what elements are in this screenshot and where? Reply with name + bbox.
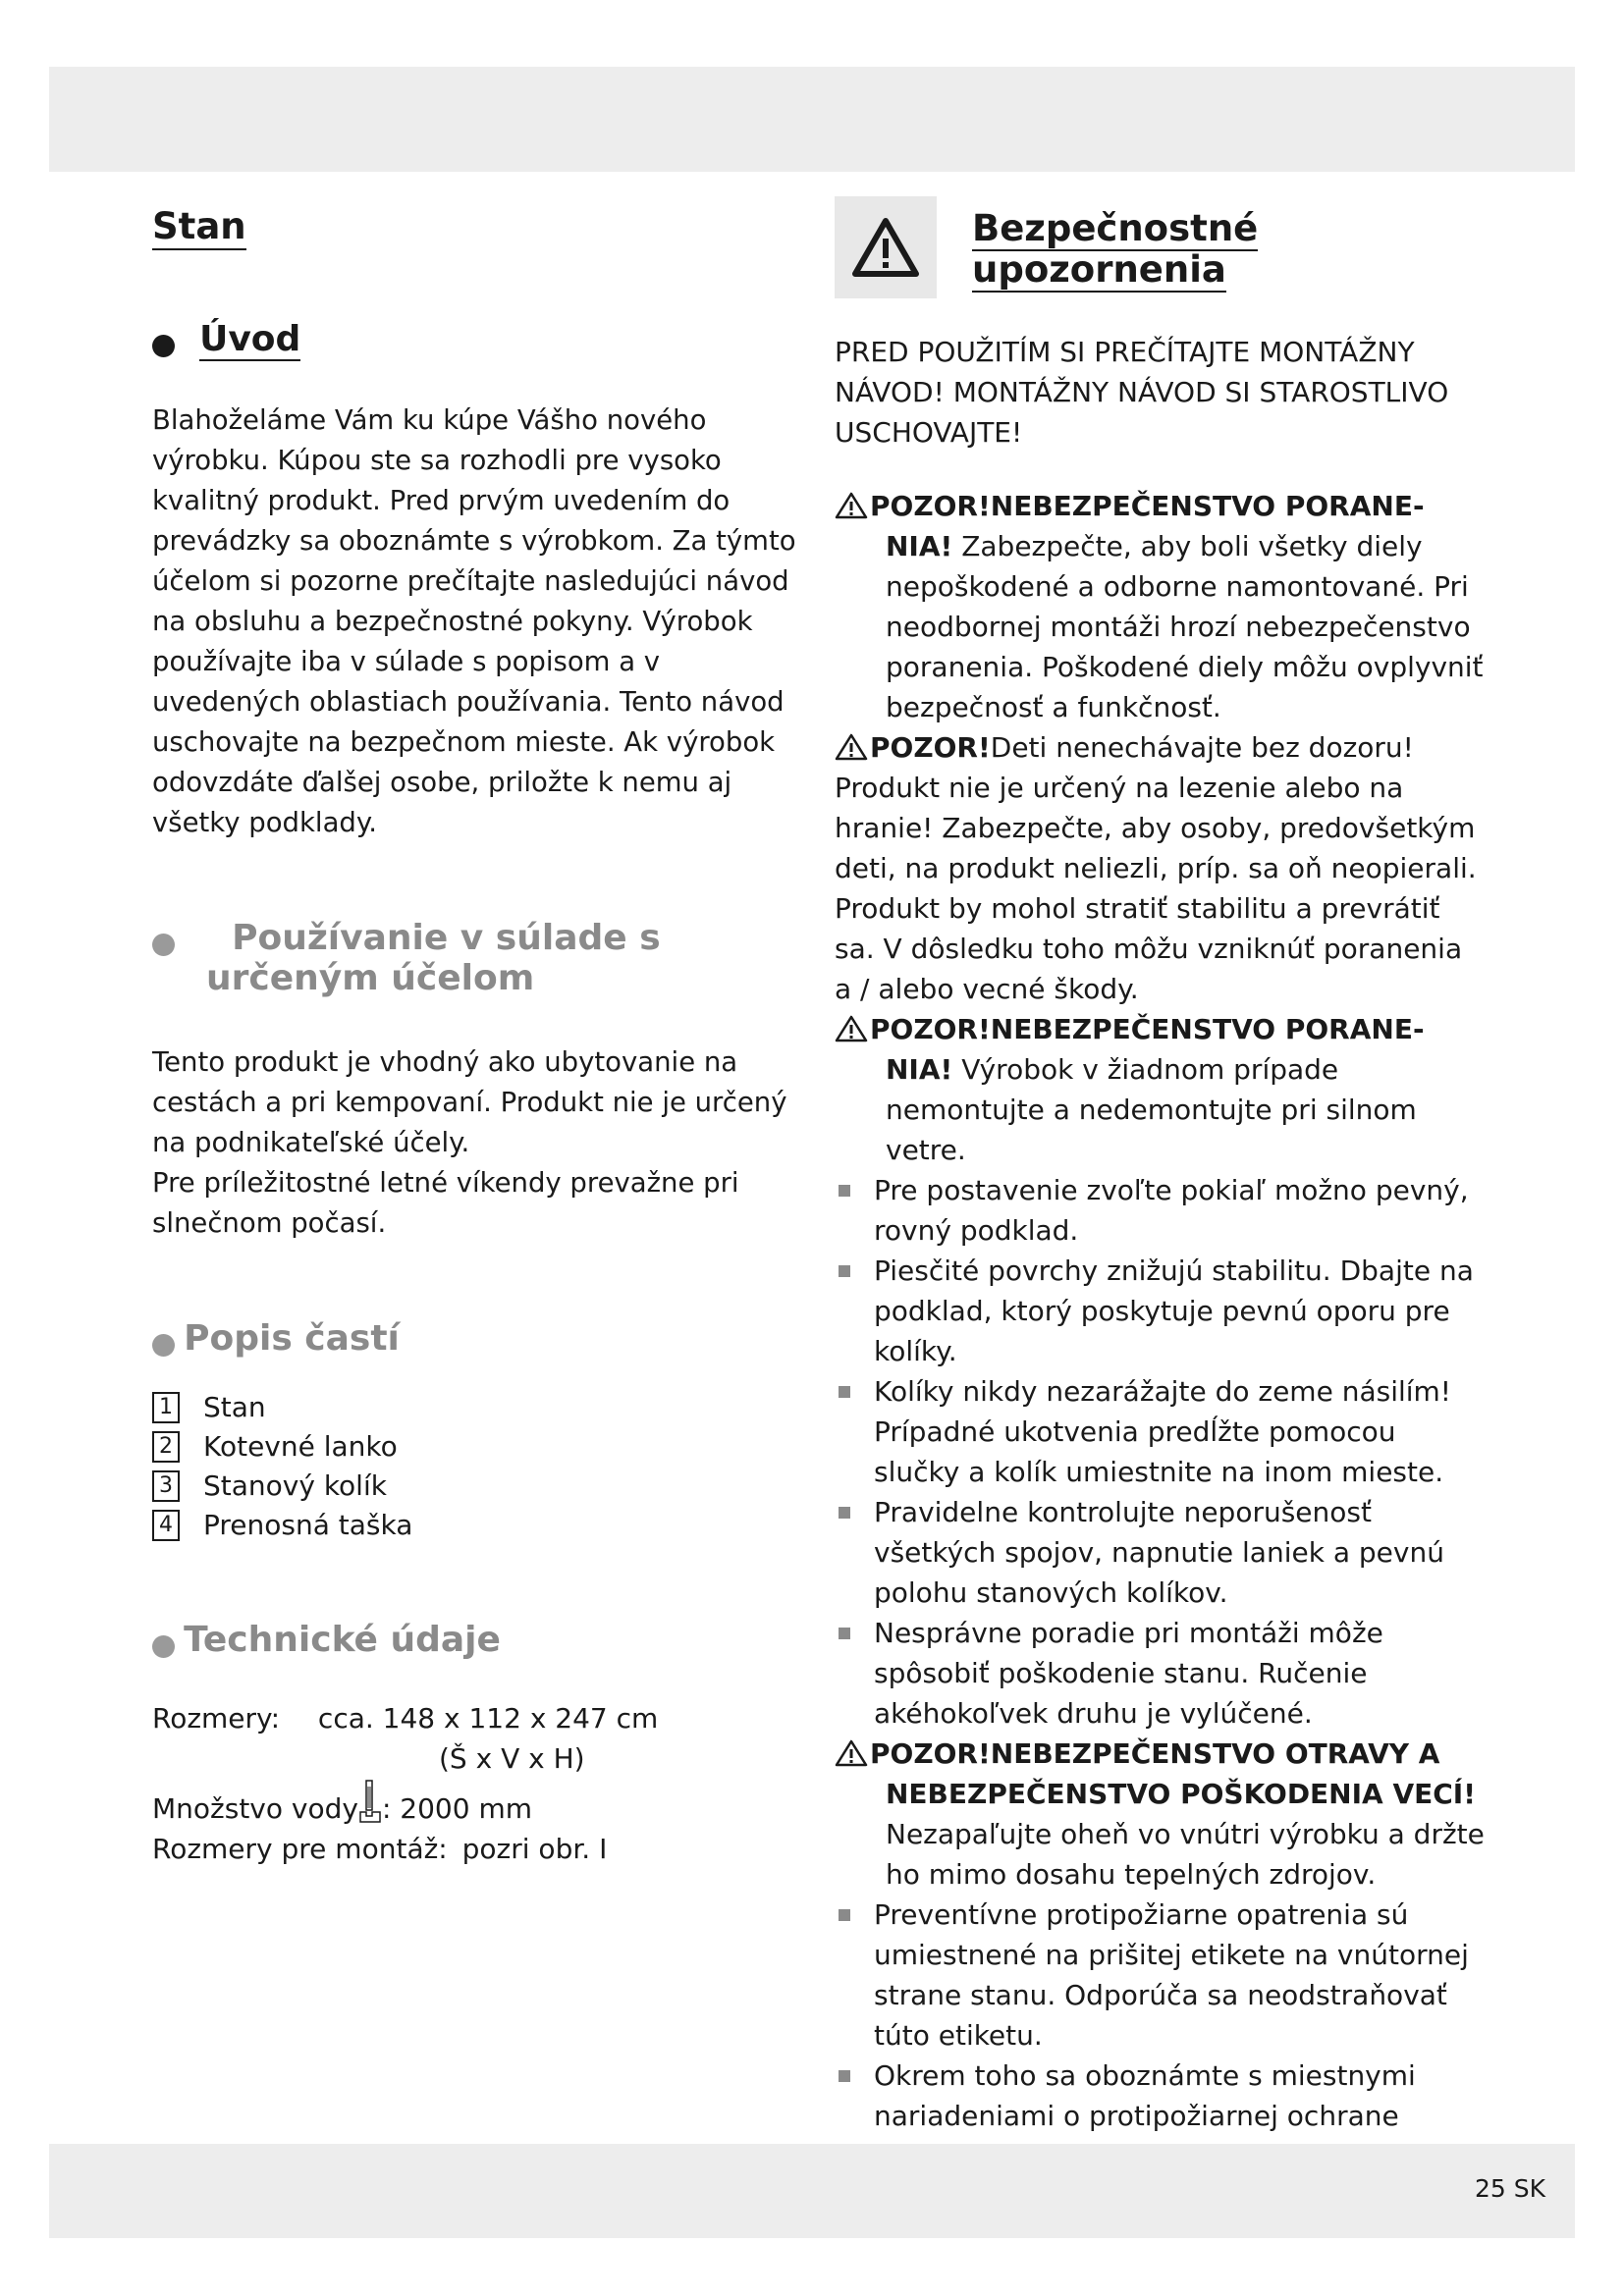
page-number: 25 SK bbox=[1474, 2174, 1545, 2203]
parts-heading bbox=[152, 1318, 805, 1359]
warning-heading: POZOR!NEBEZPEČENSTVO PORANE- bbox=[870, 490, 1425, 522]
bullet-text: Preventívne protipožiarne opatrenia sú umiestnené na prišitej etikete na vnútornej strane stanu. Odporúča sa neodstraňovať túto etiketu. bbox=[874, 1898, 1469, 2052]
dims-value: cca. 148 x 112 x 247 cm bbox=[317, 1701, 659, 1735]
caps-line: USCHOVAJTE! bbox=[835, 416, 1023, 449]
header-band bbox=[49, 67, 1575, 172]
list-item bbox=[835, 1895, 1488, 2056]
parts-list bbox=[152, 1388, 805, 1545]
bullet-text: Okrem toho sa oboznámte s miestnymi nariadeniami o protipožiarnej ochrane bbox=[874, 2059, 1416, 2132]
warning-box bbox=[835, 196, 937, 298]
safety-heading-line2: upozornenia bbox=[972, 248, 1226, 291]
dims-row bbox=[152, 1698, 805, 1738]
bullet-dot-icon bbox=[152, 934, 175, 956]
tech-heading-text: Technické údaje bbox=[184, 1620, 501, 1661]
part-number: 1 bbox=[152, 1392, 180, 1423]
warning-triangle-icon bbox=[835, 1739, 868, 1767]
part-number: 4 bbox=[152, 1510, 180, 1541]
square-bullet-icon bbox=[839, 2070, 850, 2082]
caps-line: NÁVOD! MONTÁŽNY NÁVOD SI STAROSTLIVO bbox=[835, 376, 1449, 408]
part-label: Stanový kolík bbox=[203, 1469, 387, 1503]
intro-heading-text: Úvod bbox=[199, 318, 301, 359]
footer-band bbox=[49, 2144, 1575, 2238]
part-number: 2 bbox=[152, 1431, 180, 1463]
right-column bbox=[835, 196, 1488, 2176]
usage-heading bbox=[152, 918, 805, 999]
left-column bbox=[152, 196, 805, 1869]
caps-line: PRED POUŽITÍM SI PREČÍTAJTE MONTÁŽNY bbox=[835, 336, 1415, 368]
warning-heading: NEBEZPEČENSTVO POŠKODENIA VECÍ! bbox=[886, 1778, 1476, 1810]
usage-text-1: Tento produkt je vhodný ako ubytovanie na cestách a pri kempovaní. Produkt nie je určený na podnikateľské účely. bbox=[152, 1045, 787, 1158]
dims-axes: (Š x V x H) bbox=[439, 1741, 585, 1775]
safety-heading-line1: Bezpečnostné bbox=[972, 207, 1259, 249]
square-bullet-icon bbox=[839, 1909, 850, 1921]
bullet-text: Pre postavenie zvoľte pokiaľ možno pevný, rovný podklad. bbox=[874, 1174, 1469, 1247]
assembly-row bbox=[152, 1829, 805, 1869]
parts-heading-text: Popis častí bbox=[184, 1317, 400, 1359]
warning-text-lead: Deti nenechávajte bez dozoru! Produkt nie je určený na lezenie alebo na hranie! Zabezpečte, aby osoby, predovšetkým deti, na produkt neliezli, príp. sa oň neopierali. Produkt by mohol stratiť stabilitu a prevrátiť sa. V dôsledku toho môžu vzniknúť poranenia a / alebo vecné škody. bbox=[835, 731, 1477, 1005]
water-label: Množstvo vody bbox=[152, 1791, 358, 1825]
list-item bbox=[835, 1492, 1488, 1613]
safety-heading bbox=[972, 208, 1258, 291]
intro-text: Blahoželáme Vám ku kúpe Vášho nového výrobku. Kúpou ste sa rozhodli pre vysoko kvalitný produkt. Pred prvým uvedením do prevádzky sa oboznámte s výrobkom. Za týmto účelom si pozorne prečítajte nasledujúci návod na obsluhu a bezpečnostné pokyny. Výrobok používajte iba v súlade s popisom a v uvedených oblastiach používania. Tento návod uschovajte na bezpečnom mieste. Ak výrobok odovzdáte ďalšej osobe, priložte k nemu aj všetky podklady. bbox=[152, 403, 796, 838]
usage-heading-line1: Používanie v súlade s bbox=[232, 917, 661, 958]
warning-poison bbox=[835, 1734, 1488, 1895]
warning-triangle-icon bbox=[835, 1015, 868, 1042]
safety-bullets-a bbox=[835, 1170, 1488, 1734]
bullet-text: Piesčité povrchy znižujú stabilitu. Dbajte na podklad, ktorý poskytuje pevnú oporu pre kolíky. bbox=[874, 1255, 1474, 1367]
dims-label: Rozmery: bbox=[152, 1701, 281, 1735]
assembly-label: Rozmery pre montáž: bbox=[152, 1832, 448, 1865]
intro-heading bbox=[152, 319, 805, 359]
warning-text: Nezapaľujte oheň vo vnútri výrobku a držte ho mimo dosahu tepelných zdrojov. bbox=[886, 1818, 1485, 1891]
list-item bbox=[152, 1388, 805, 1427]
list-item bbox=[152, 1506, 805, 1545]
warning-heading: POZOR!NEBEZPEČENSTVO OTRAVY A bbox=[870, 1737, 1440, 1770]
list-item bbox=[835, 1613, 1488, 1734]
tech-specs bbox=[152, 1698, 805, 1869]
tech-heading bbox=[152, 1620, 805, 1660]
usage-heading-line2: určeným účelom bbox=[206, 958, 535, 999]
bullet-dot-icon bbox=[152, 1635, 175, 1658]
square-bullet-icon bbox=[839, 1628, 850, 1639]
list-item bbox=[835, 1251, 1488, 1371]
warning-children bbox=[835, 727, 1488, 1009]
bullet-dot-icon bbox=[152, 335, 175, 357]
part-label: Prenosná taška bbox=[203, 1509, 413, 1542]
water-value: : 2000 mm bbox=[381, 1791, 532, 1825]
water-row bbox=[152, 1779, 805, 1829]
document-title: Stan bbox=[152, 206, 246, 250]
warning-triangle-icon bbox=[835, 733, 868, 761]
warning-injury-1 bbox=[835, 486, 1488, 727]
safety-header bbox=[835, 196, 1488, 298]
bullet-dot-icon bbox=[152, 1334, 175, 1357]
part-label: Stan bbox=[203, 1391, 266, 1424]
water-column-icon bbox=[358, 1779, 382, 1824]
list-item bbox=[152, 1467, 805, 1506]
warning-text: Výrobok v žiadnom prípade nemontujte a nedemontujte pri silnom vetre. bbox=[886, 1053, 1417, 1166]
caps-notice bbox=[835, 332, 1488, 453]
square-bullet-icon bbox=[839, 1185, 850, 1197]
assembly-value: pozri obr. I bbox=[461, 1832, 608, 1865]
warning-text: Zabezpečte, aby boli všetky diely nepoškodené a odborne namontované. Pri neodbornej montáži hrozí nebezpečenstvo poranenia. Poškodené diely môžu ovplyvniť bezpečnosť a funkčnosť. bbox=[886, 530, 1484, 723]
list-item bbox=[152, 1427, 805, 1467]
list-item bbox=[835, 1170, 1488, 1251]
square-bullet-icon bbox=[839, 1386, 850, 1398]
warning-heading: NIA! bbox=[886, 530, 953, 562]
usage-text-2: Pre príležitostné letné víkendy prevažne pri slnečnom počasí. bbox=[152, 1166, 739, 1239]
warning-heading: NIA! bbox=[886, 1053, 953, 1086]
square-bullet-icon bbox=[839, 1265, 850, 1277]
safety-bullets-b bbox=[835, 1895, 1488, 2176]
part-number: 3 bbox=[152, 1470, 180, 1502]
warning-triangle-icon bbox=[851, 217, 920, 278]
bullet-text: Kolíky nikdy nezarážajte do zeme násilím! Prípadné ukotvenia predĺžte pomocou slučky a kolík umiestnite na inom mieste. bbox=[874, 1375, 1452, 1488]
bullet-text: Pravidelne kontrolujte neporušenosť všetkých spojov, napnutie laniek a pevnú polohu stanových kolíkov. bbox=[874, 1496, 1444, 1609]
warning-injury-2 bbox=[835, 1009, 1488, 1170]
square-bullet-icon bbox=[839, 1507, 850, 1519]
warning-heading: POZOR!NEBEZPEČENSTVO PORANE- bbox=[870, 1013, 1425, 1045]
warning-heading: POZOR! bbox=[870, 731, 991, 764]
warning-triangle-icon bbox=[835, 492, 868, 519]
bullet-text: Nesprávne poradie pri montáži môže spôsobiť poškodenie stanu. Ručenie akéhokoľvek druhu je vylúčené. bbox=[874, 1617, 1383, 1730]
list-item bbox=[835, 1371, 1488, 1492]
part-label: Kotevné lanko bbox=[203, 1430, 398, 1464]
